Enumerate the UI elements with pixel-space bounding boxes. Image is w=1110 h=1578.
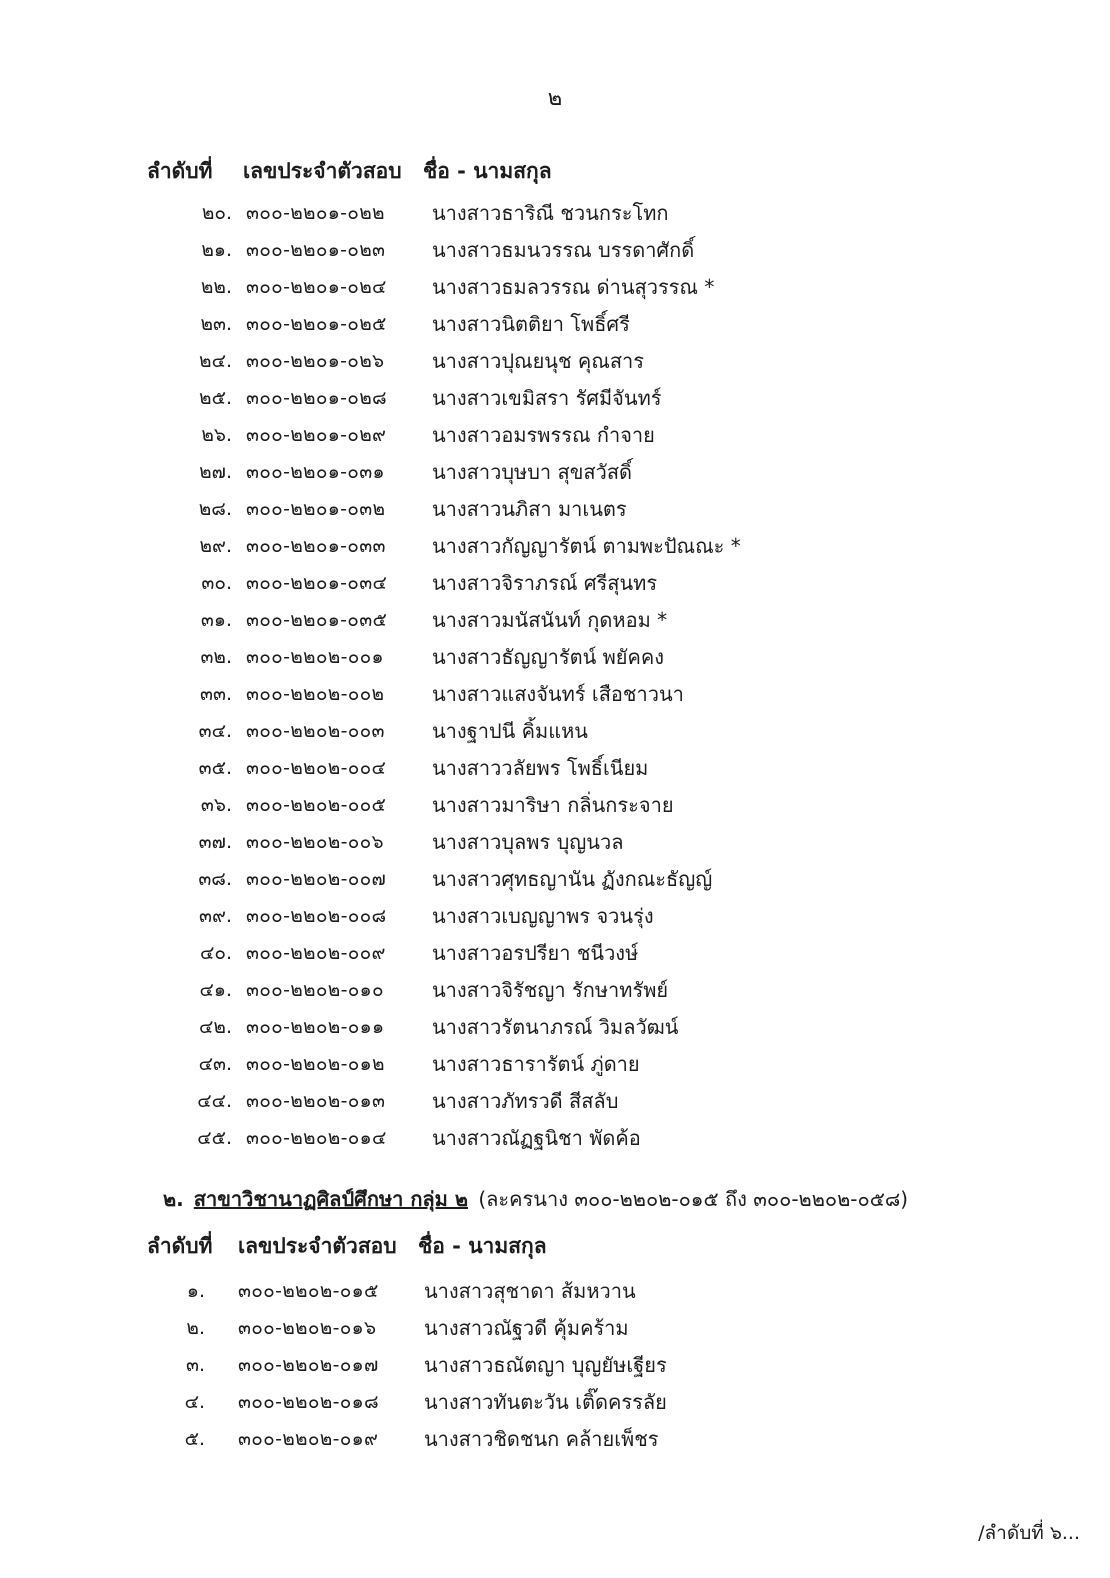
order-number: ๔๕. bbox=[197, 1126, 232, 1149]
candidate-name: นางสาวณัฐวดี คุ้มคร้าม bbox=[424, 1315, 629, 1340]
order-number: ๒๗. bbox=[199, 460, 232, 483]
list-item bbox=[150, 453, 741, 490]
list-item bbox=[150, 564, 741, 601]
list-item bbox=[150, 231, 741, 268]
exam-id: ๓๐๐-๒๒๐๑-๐๒๙ bbox=[246, 423, 387, 446]
exam-id: ๓๐๐-๒๒๐๒-๐๐๖ bbox=[246, 830, 384, 853]
header-order: ลำดับที่ bbox=[147, 159, 213, 183]
list-item bbox=[150, 1309, 667, 1346]
candidate-name: นางสาวภัทรวดี สีสลับ bbox=[432, 1088, 619, 1113]
candidate-name: นางสาวรัตนาภรณ์ วิมลวัฒน์ bbox=[432, 1014, 679, 1039]
candidate-name: นางสาววลัยพร โพธิ์เนียม bbox=[432, 755, 649, 780]
order-number: ๔๑. bbox=[199, 978, 232, 1001]
candidate-name: นางสาวณัฏฐนิชา พัดค้อ bbox=[432, 1125, 641, 1150]
order-number: ๒๘. bbox=[198, 497, 232, 520]
section-heading bbox=[163, 1183, 908, 1215]
order-number: ๒๒. bbox=[200, 275, 232, 298]
list-item bbox=[150, 1045, 741, 1082]
exam-id: ๓๐๐-๒๒๐๒-๐๑๖ bbox=[238, 1316, 377, 1339]
order-number: ๔๔. bbox=[197, 1089, 232, 1112]
order-number: ๒๐. bbox=[201, 201, 232, 224]
candidate-name: นางสาวเบญญาพร จวนรุ่ง bbox=[432, 903, 654, 928]
exam-id: ๓๐๐-๒๒๐๑-๐๒๓ bbox=[246, 238, 386, 261]
order-number: ๒๕. bbox=[199, 386, 232, 409]
candidate-name: นางสาวอรปรียา ชนีวงษ์ bbox=[432, 940, 639, 965]
list-item bbox=[150, 1383, 667, 1420]
list-item bbox=[150, 749, 741, 786]
header-exam-id: เลขประจำตัวสอบ bbox=[243, 159, 402, 183]
exam-id: ๓๐๐-๒๒๐๑-๐๒๒ bbox=[246, 201, 385, 224]
candidate-name: นางฐาปนี คิ้มแหน bbox=[432, 718, 588, 743]
exam-id: ๓๐๐-๒๒๐๑-๐๒๘ bbox=[246, 386, 387, 409]
list-item bbox=[150, 1346, 667, 1383]
header-order: ลำดับที่ bbox=[147, 1234, 213, 1258]
list-item bbox=[150, 416, 741, 453]
exam-id: ๓๐๐-๒๒๐๒-๐๐๒ bbox=[246, 682, 385, 705]
exam-id: ๓๐๐-๒๒๐๒-๐๐๕ bbox=[246, 793, 387, 816]
exam-id: ๓๐๐-๒๒๐๑-๐๒๕ bbox=[246, 312, 387, 335]
candidate-name: นางสาวบุลพร บุญนวล bbox=[432, 829, 624, 854]
list-item bbox=[150, 305, 741, 342]
list-item bbox=[150, 675, 741, 712]
exam-id: ๓๐๐-๒๒๐๑-๐๓๕ bbox=[246, 608, 388, 631]
exam-id: ๓๐๐-๒๒๐๒-๐๐๘ bbox=[246, 904, 387, 927]
list-item bbox=[150, 1082, 741, 1119]
table1-rows bbox=[150, 194, 741, 1156]
list-item bbox=[150, 194, 741, 231]
exam-id: ๓๐๐-๒๒๐๒-๐๑๓ bbox=[246, 1089, 386, 1112]
order-number: ๔๐. bbox=[199, 941, 232, 964]
list-item bbox=[150, 342, 741, 379]
exam-id: ๓๐๐-๒๒๐๒-๐๐๗ bbox=[246, 867, 387, 890]
order-number: ๑. bbox=[186, 1279, 205, 1302]
exam-id: ๓๐๐-๒๒๐๒-๐๑๑ bbox=[246, 1015, 385, 1038]
candidate-name: นางสาวธัญญารัตน์ พยัคคง bbox=[432, 644, 665, 669]
list-item bbox=[150, 712, 741, 749]
exam-id: ๓๐๐-๒๒๐๒-๐๑๘ bbox=[238, 1390, 379, 1413]
exam-id: ๓๐๐-๒๒๐๑-๐๒๔ bbox=[246, 275, 387, 298]
order-number: ๔๓. bbox=[198, 1052, 232, 1075]
order-number: ๓๙. bbox=[199, 904, 232, 927]
candidate-name: นางสาวธารารัตน์ ภู่ดาย bbox=[432, 1051, 640, 1076]
candidate-name: นางสาวจิรัชญา รักษาทรัพย์ bbox=[432, 977, 669, 1002]
exam-id: ๓๐๐-๒๒๐๑-๐๓๓ bbox=[246, 534, 386, 557]
order-number: ๓๑. bbox=[200, 608, 232, 631]
candidate-name: นางสาวธมลวรรณ ด่านสุวรรณ * bbox=[432, 274, 715, 299]
candidate-name: นางสาวมาริษา กลิ่นกระจาย bbox=[432, 792, 674, 817]
order-number: ๒๑. bbox=[201, 238, 232, 261]
order-number: ๓๓. bbox=[199, 682, 232, 705]
order-number: ๒๖. bbox=[201, 423, 232, 446]
candidate-name: นางสาวศุทธญานัน ฏังกณะธัญญ์ bbox=[432, 866, 713, 891]
page-number: ๒ bbox=[547, 86, 563, 111]
continuation-note: /ลำดับที่ ๖... bbox=[978, 1522, 1080, 1544]
candidate-name: นางสาวบุษบา สุขสวัสดิ์ bbox=[432, 459, 633, 484]
candidate-name: นางสาวกัญญารัตน์ ตามพะปัณณะ * bbox=[432, 533, 741, 558]
table2-header bbox=[147, 1230, 547, 1263]
candidate-name: นางสาวปุณยนุช คุณสาร bbox=[432, 348, 645, 373]
candidate-name: นางสาวแสงจันทร์ เสือชาวนา bbox=[432, 681, 684, 706]
list-item bbox=[150, 897, 741, 934]
list-item bbox=[150, 379, 741, 416]
list-item bbox=[150, 1008, 741, 1045]
list-item bbox=[150, 934, 741, 971]
candidate-name: นางสาวชิดชนก คล้ายเพ็ชร bbox=[424, 1426, 659, 1451]
order-number: ๓๕. bbox=[198, 756, 232, 779]
exam-id: ๓๐๐-๒๒๐๒-๐๑๙ bbox=[238, 1427, 379, 1450]
list-item bbox=[150, 268, 741, 305]
exam-id: ๓๐๐-๒๒๐๒-๐๐๔ bbox=[246, 756, 387, 779]
list-item bbox=[150, 490, 741, 527]
exam-id: ๓๐๐-๒๒๐๒-๐๑๒ bbox=[246, 1052, 385, 1075]
order-number: ๓๘. bbox=[198, 867, 232, 890]
exam-id: ๓๐๐-๒๒๐๑-๐๓๒ bbox=[246, 497, 386, 520]
order-number: ๒๔. bbox=[199, 349, 232, 372]
candidate-name: นางสาวเขมิสรา รัศมีจันทร์ bbox=[432, 385, 662, 410]
section-range: (ละครนาง ๓๐๐-๒๒๐๒-๐๑๕ ถึง ๓๐๐-๒๒๐๒-๐๕๘) bbox=[478, 1187, 909, 1211]
list-item bbox=[150, 860, 741, 897]
candidate-name: นางสาวธณัตญา บุญยัษเฐียร bbox=[424, 1352, 667, 1377]
exam-id: ๓๐๐-๒๒๐๑-๐๓๔ bbox=[246, 571, 388, 594]
order-number: ๓๖. bbox=[200, 793, 232, 816]
candidate-name: นางสาวสุชาดา ส้มหวาน bbox=[424, 1278, 636, 1303]
exam-id: ๓๐๐-๒๒๐๒-๐๑๗ bbox=[238, 1353, 379, 1376]
header-exam-id: เลขประจำตัวสอบ bbox=[238, 1234, 397, 1258]
list-item bbox=[150, 638, 741, 675]
list-item bbox=[150, 971, 741, 1008]
list-item bbox=[150, 786, 741, 823]
exam-id: ๓๐๐-๒๒๐๒-๐๑๕ bbox=[238, 1279, 379, 1302]
order-number: ๕. bbox=[184, 1427, 205, 1450]
list-item bbox=[150, 1420, 667, 1457]
list-item bbox=[150, 1119, 741, 1156]
exam-id: ๓๐๐-๒๒๐๒-๐๐๙ bbox=[246, 941, 386, 964]
candidate-name: นางสาวนภิสา มาเนตร bbox=[432, 496, 627, 521]
table1-header bbox=[147, 155, 552, 188]
list-item bbox=[150, 527, 741, 564]
candidate-name: นางสาวนิตติยา โพธิ์ศรี bbox=[432, 311, 630, 336]
header-name: ชื่อ - นามสกุล bbox=[418, 1234, 547, 1258]
header-name: ชื่อ - นามสกุล bbox=[423, 159, 552, 183]
exam-id: ๓๐๐-๒๒๐๑-๐๒๖ bbox=[246, 349, 385, 372]
candidate-name: นางสาวธาริณี ชวนกระโทก bbox=[432, 200, 669, 225]
list-item bbox=[150, 601, 741, 638]
exam-id: ๓๐๐-๒๒๐๒-๐๐๑ bbox=[246, 645, 384, 668]
order-number: ๔. bbox=[184, 1390, 205, 1413]
candidate-name: นางสาวจิราภรณ์ ศรีสุนทร bbox=[432, 570, 658, 595]
candidate-name: นางสาวอมรพรรณ กำจาย bbox=[432, 422, 655, 447]
order-number: ๔๒. bbox=[199, 1015, 232, 1038]
section-number: ๒. bbox=[163, 1187, 184, 1211]
section-title: สาขาวิชานาฏศิลป์ศึกษา กลุ่ม ๒ bbox=[193, 1187, 469, 1211]
list-item bbox=[150, 1272, 667, 1309]
exam-id: ๓๐๐-๒๒๐๒-๐๑๐ bbox=[246, 978, 384, 1001]
candidate-name: นางสาวทันตะวัน เติ๊ดครรลัย bbox=[424, 1389, 667, 1414]
order-number: ๒๓. bbox=[200, 312, 232, 335]
order-number: ๓๒. bbox=[200, 645, 232, 668]
order-number: ๓๔. bbox=[198, 719, 232, 742]
order-number: ๓๐. bbox=[201, 571, 232, 594]
candidate-name: นางสาวมนัสนันท์ กุดหอม * bbox=[432, 607, 668, 632]
order-number: ๓๗. bbox=[198, 830, 232, 853]
exam-id: ๓๐๐-๒๒๐๑-๐๓๑ bbox=[246, 460, 385, 483]
order-number: ๒. bbox=[186, 1316, 205, 1339]
candidate-name: นางสาวธมนวรรณ บรรดาศักดิ์ bbox=[432, 237, 695, 262]
list-item bbox=[150, 823, 741, 860]
table2-rows bbox=[150, 1272, 667, 1457]
exam-id: ๓๐๐-๒๒๐๒-๐๑๔ bbox=[246, 1126, 387, 1149]
exam-id: ๓๐๐-๒๒๐๒-๐๐๓ bbox=[246, 719, 385, 742]
order-number: ๒๙. bbox=[199, 534, 232, 557]
order-number: ๓. bbox=[185, 1353, 205, 1376]
